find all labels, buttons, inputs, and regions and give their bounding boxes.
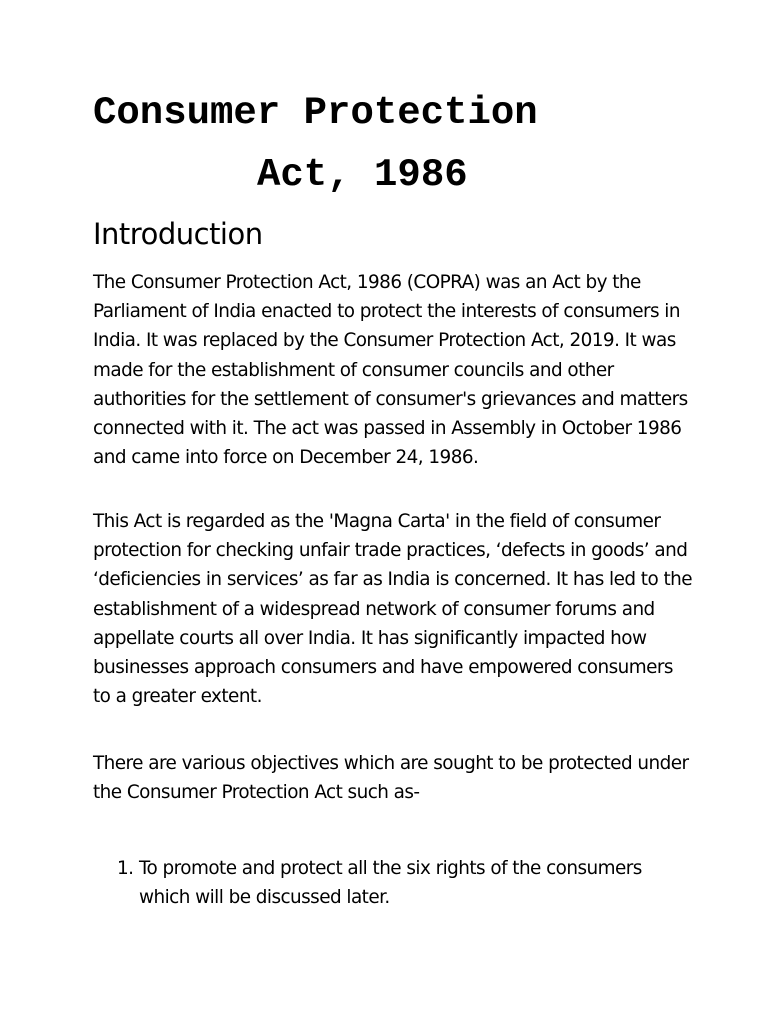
document-title-line-2: Act, 1986: [257, 153, 468, 197]
document-title-line-1: Consumer Protection: [93, 91, 538, 135]
paragraph-2: This Act is regarded as the 'Magna Carta' in the field of consumer protection for checking unfair trade practices, ‘defects in goods’ and ‘deficiencies in services’ as far as India is concerned. It has led to the establishment of a widespread network of consumer forums and appellate courts all over India. It has significantly impacted how businesses approach consumers and have empowered consumers to a greater extent.: [93, 511, 692, 708]
paragraph-3: There are various objectives which are sought to be protected under the Consumer Protection Act such as-: [93, 753, 689, 804]
list-item-number: 1.: [117, 858, 134, 879]
objectives-list: [93, 854, 693, 912]
list-item-text: To promote and protect all the six rights of the consumers which will be discussed later.: [139, 858, 642, 909]
list-item: [93, 854, 693, 912]
section-heading-introduction: Introduction: [93, 217, 263, 251]
paragraph-1: The Consumer Protection Act, 1986 (COPRA) was an Act by the Parliament of India enacted to protect the interests of consumers in India. It was replaced by the Consumer Protection Act, 2019. It was made for the establishment of consumer councils and other authorities for the settlement of consumer's grievances and matters connected with it. The act was passed in Assembly in October 1986 and came into force on December 24, 1986.: [93, 272, 688, 469]
